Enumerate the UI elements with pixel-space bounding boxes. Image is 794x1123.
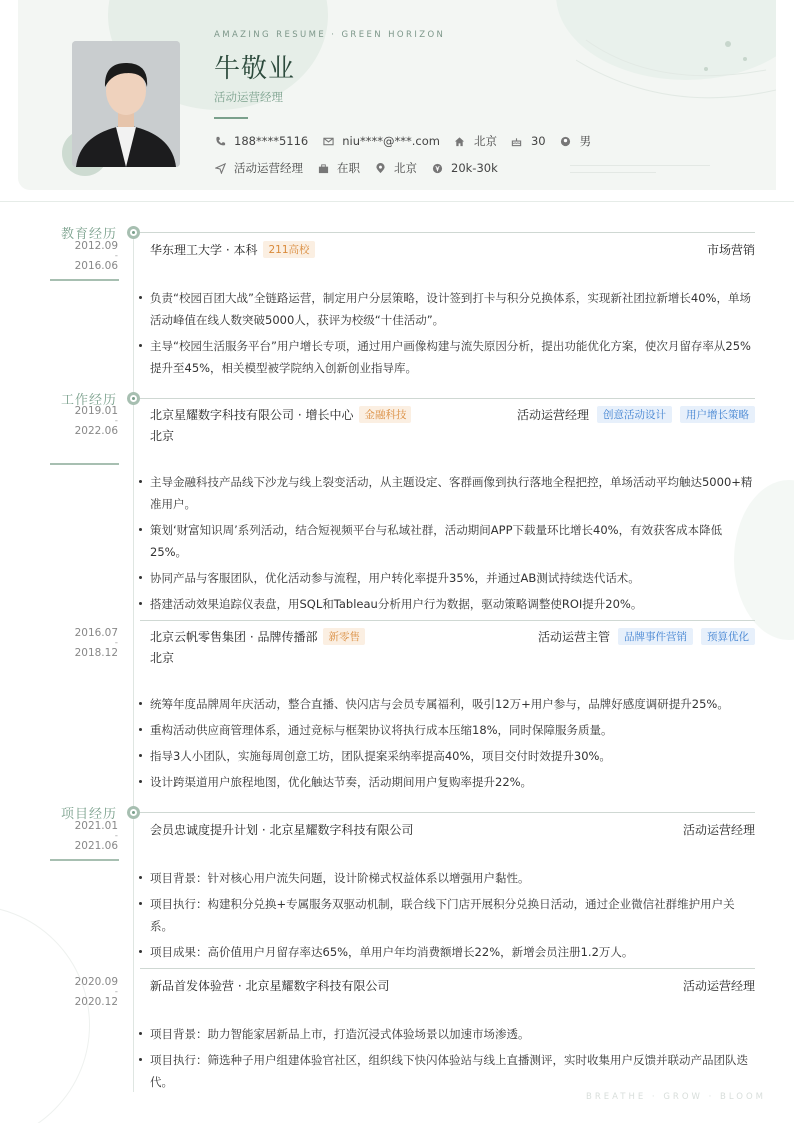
status-item: 在职 — [317, 160, 360, 176]
date-range: 2019.01 - 2022.06 — [74, 405, 118, 437]
work-bullets — [150, 471, 755, 619]
list-item: 主导金融科技产品线下沙龙与线上裂变活动，从主题设定、客群画像到执行落地全程把控，单场活动平均触达5000+精准用户。 — [150, 471, 755, 515]
list-item: 项目背景：助力智能家居新品上市，打造沉浸式体验场景以加速市场渗透。 — [150, 1023, 755, 1045]
gender-item: 男 — [560, 133, 592, 149]
section-title-projects: 项目经历 — [61, 807, 118, 822]
work-bullets — [150, 693, 755, 797]
money-icon — [431, 162, 443, 174]
section-line-education — [140, 232, 755, 233]
project-role: 活动运营经理 — [682, 979, 755, 993]
list-item: 指导3人小团队，实施每周创意工坊，团队提案采纳率提高40%，项目交付时效提升30%。 — [150, 745, 755, 767]
list-item: 项目成果：高价值用户月留存率达65%，单用户年均消费额增长22%，新增会员注册1.2万人。 — [150, 941, 755, 963]
timeline-node-projects — [127, 806, 140, 819]
date-range: 2021.01 - 2021.06 — [74, 820, 118, 852]
education-bullets — [150, 287, 755, 383]
section-line-work — [140, 398, 755, 399]
list-item: 项目执行：构建积分兑换+专属服务双驱动机制，联合线下门店开展积分兑换日活动，通过企业微信社群维护用户关系。 — [150, 893, 755, 937]
phone-icon — [214, 135, 226, 147]
candidate-name: 牛敬业 — [214, 54, 296, 84]
age-item: 30 — [511, 134, 546, 148]
project-role: 活动运营经理 — [682, 823, 755, 837]
job-location: 北京 — [150, 651, 175, 665]
cake-icon — [511, 135, 523, 147]
list-item: 协同产品与客服团队，优化活动参与流程，用户转化率提升35%，并通过AB测试持续迭代话术。 — [150, 567, 755, 589]
profile-photo-image — [72, 41, 180, 167]
date-range: 2016.07 - 2018.12 — [74, 627, 118, 659]
project-name: 会员忠诚度提升计划 · 北京星耀数字科技有限公司 — [150, 823, 414, 837]
footer-watermark: BREATHE · GROW · BLOOM — [586, 1092, 766, 1102]
list-item: 搭建活动效果追踪仪表盘，用SQL和Tableau分析用户行为数据，驱动策略调整使ROI提升20%。 — [150, 593, 755, 615]
section-line-projects — [140, 812, 755, 813]
list-item: 重构活动供应商管理体系，通过竞标与框架协议将执行成本压缩18%，同时保障服务质量。 — [150, 719, 755, 741]
home-icon — [454, 135, 466, 147]
entry-line-work-2 — [140, 620, 755, 621]
school-name: 华东理工大学 · 本科 — [150, 243, 258, 257]
email-item: niu****@***.com — [322, 134, 440, 148]
work-entry-header — [150, 628, 755, 645]
corner-deco-circle — [0, 905, 90, 1123]
profile-photo — [72, 41, 180, 167]
skill-badge: 创意活动设计 — [597, 406, 672, 423]
list-item: 项目执行：筛选种子用户组建体验官社区，组织线下快闪体验站与线上直播测评，实时收集用户反馈并联动产品团队迭代。 — [150, 1049, 755, 1093]
date-underline — [50, 859, 119, 861]
school-badge: 211高校 — [263, 241, 314, 258]
phone-item: 188****5116 — [214, 134, 308, 148]
date-range: 2012.09 - 2016.06 — [74, 240, 118, 272]
company-name: 北京星耀数字科技有限公司 · 增长中心 — [150, 408, 354, 422]
target-city-item: 北京 — [374, 160, 417, 176]
send-icon — [214, 162, 226, 174]
date-underline — [50, 279, 119, 281]
project-entry-header — [150, 977, 755, 994]
timeline-node-work — [127, 392, 140, 405]
mail-icon — [322, 135, 334, 147]
industry-badge: 新零售 — [323, 628, 365, 645]
hometown-item: 北京 — [454, 133, 497, 149]
location-pin-icon — [374, 162, 386, 174]
briefcase-icon — [317, 162, 329, 174]
list-item: 项目背景：针对核心用户流失问题，设计阶梯式权益体系以增强用户黏性。 — [150, 867, 755, 889]
company-name: 北京云帆零售集团 · 品牌传播部 — [150, 630, 318, 644]
major-name: 市场营销 — [706, 243, 755, 257]
education-entry-header — [150, 241, 755, 258]
project-bullets — [150, 1023, 755, 1097]
project-bullets — [150, 867, 755, 967]
project-name: 新品首发体验营 · 北京星耀数字科技有限公司 — [150, 979, 390, 993]
project-entry-header — [150, 821, 755, 838]
job-location: 北京 — [150, 429, 175, 443]
salary-item: 20k-30k — [431, 161, 498, 175]
list-item: 策划‘财富知识周’系列活动，结合短视频平台与私域社群，活动期间APP下载量环比增长40%，有效获客成本降低25%。 — [150, 519, 755, 563]
job-intent-row — [214, 160, 512, 176]
list-item: 统筹年度品牌周年庆活动，整合直播、快闪店与会员专属福利，吸引12万+用户参与，品牌好感度调研提升25%。 — [150, 693, 755, 715]
entry-line-project-2 — [140, 968, 755, 969]
skill-badge: 用户增长策略 — [680, 406, 755, 423]
skill-badge: 预算优化 — [701, 628, 755, 645]
title-underline — [214, 117, 248, 119]
candidate-title: 活动运营经理 — [214, 90, 283, 104]
date-underline — [50, 463, 119, 465]
date-range: 2020.09 - 2020.12 — [74, 976, 118, 1008]
job-role: 活动运营主管 — [537, 630, 610, 644]
section-title-work: 工作经历 — [61, 393, 118, 408]
industry-badge: 金融科技 — [359, 406, 411, 423]
list-item: 负责“校园百团大战”全链路运营，制定用户分层策略，设计签到打卡与积分兑换体系，实现新社团拉新增长40%，单场活动峰值在线人数突破5000人，获评为校级“十佳活动”。 — [150, 287, 755, 331]
contact-info-row — [214, 133, 605, 149]
gender-icon — [560, 135, 572, 147]
header-wave-decoration — [576, 30, 776, 130]
target-role-item: 活动运营经理 — [214, 160, 303, 176]
work-entry-header — [150, 406, 755, 423]
timeline-node-education — [127, 226, 140, 239]
timeline-line — [133, 232, 134, 1092]
skill-badge: 品牌事件营销 — [618, 628, 693, 645]
list-item: 设计跨渠道用户旅程地图，优化触达节奏，活动期间用户复购率提升22%。 — [150, 771, 755, 793]
list-item: 主导“校园生活服务平台”用户增长专项，通过用户画像构建与流失原因分析，提出功能优化方案，使次月留存率从25%提升至45%，相关模型被学院纳入创新创业指导库。 — [150, 335, 755, 379]
job-role: 活动运营经理 — [516, 408, 589, 422]
section-title-education: 教育经历 — [61, 227, 118, 242]
header-divider — [0, 201, 794, 202]
header-tagline: AMAZING RESUME · GREEN HORIZON — [214, 30, 446, 40]
header-deco-lines — [570, 165, 710, 179]
